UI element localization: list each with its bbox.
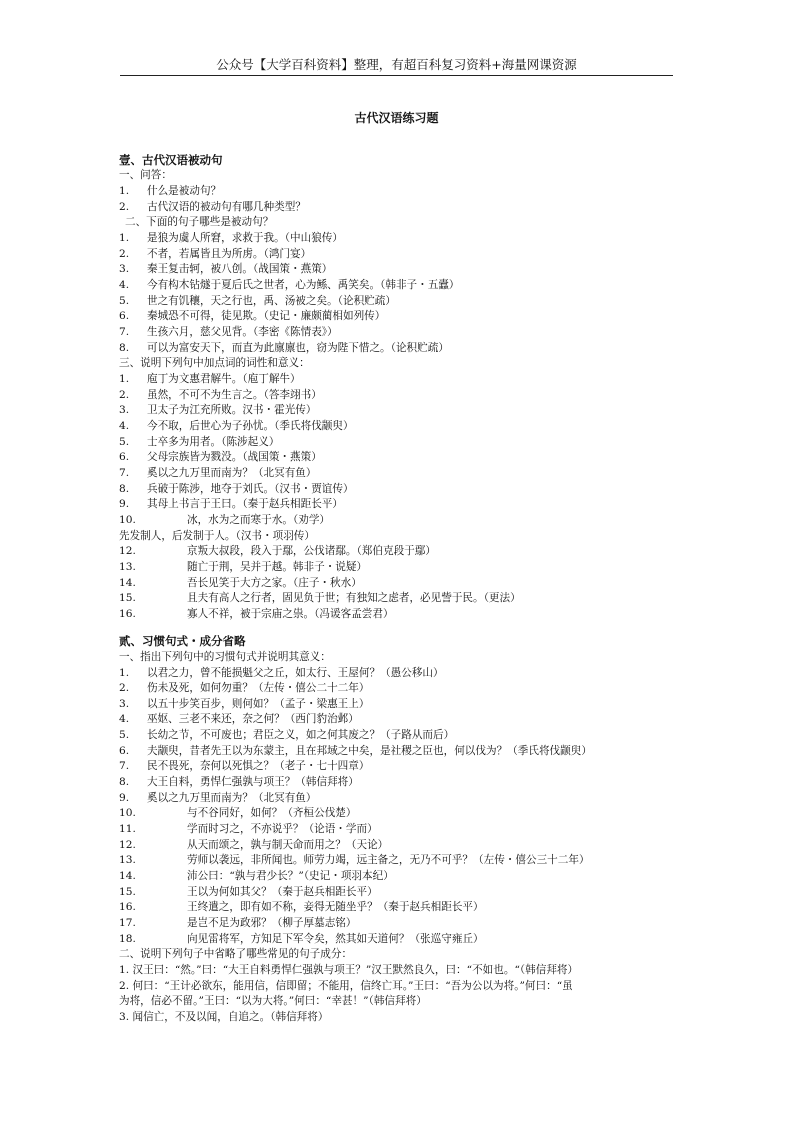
item-text: 庖丁为文惠君解牛。（庖丁解牛）	[147, 373, 301, 385]
item-number: 7.	[119, 760, 130, 772]
item-text: 长幼之节，不可废也；君臣之义，如之何其废之？（子路从而后）	[147, 729, 455, 741]
item-number: 11.	[119, 823, 136, 835]
item-number: 15.	[119, 886, 136, 898]
list-item	[119, 712, 359, 726]
item-text: 巫妪、三老不来还，奈之何？（西门豹治邺）	[147, 713, 359, 725]
list-item	[119, 775, 359, 789]
item-number: 17.	[119, 917, 136, 929]
item-text: 沛公曰：“孰与君少长？”（史记・项羽本纪）	[187, 870, 394, 882]
item-text: 秦城恐不可得，徒见欺。（史记・廉颇蔺相如列传）	[147, 310, 386, 322]
item-number: 10.	[119, 807, 136, 819]
list-item	[119, 388, 322, 402]
item-number: 5.	[119, 295, 130, 307]
part-label: 二、下面的句子哪些是被动句？	[125, 216, 274, 228]
list-item	[119, 341, 449, 355]
item-number: 12.	[119, 545, 136, 557]
item-text: 不者，若属皆且为所虏。（鸿门宴）	[147, 248, 312, 260]
item-text: 其母上书言于王曰。（秦于赵兵相距长平）	[147, 498, 343, 510]
item-text: 民不畏死，奈何以死惧之？（老子・七十四章）	[147, 760, 370, 772]
item-text: 吾长见笑于大方之家。（庄子・秋水）	[187, 577, 362, 589]
item-text: 奚以之九万里而南为？（北冥有鱼）	[147, 467, 317, 479]
list-item	[119, 932, 484, 946]
item-number: 7.	[119, 467, 130, 479]
item-number: 13.	[119, 854, 136, 866]
item-text: 是岂不足为政邪？（柳子厚墓志铭）	[187, 917, 357, 929]
list-item	[119, 900, 484, 914]
list-item	[119, 231, 343, 245]
item-number: 3.	[119, 698, 130, 710]
item-text: 虽然，不可不为生言之。（答李翊书）	[147, 389, 322, 401]
item-text: 今不取，后世心为子孙忧。（季氏将伐颛臾）	[147, 420, 354, 432]
item-number: 5.	[119, 729, 130, 741]
list-item	[119, 435, 279, 449]
list-item	[119, 544, 436, 558]
document-title: 古代汉语练习题	[354, 111, 439, 125]
list-item	[119, 806, 357, 820]
list-item	[119, 744, 592, 758]
item-text: 京叛大叔段，段入于鄢，公伐诸鄢。（郑伯克段于鄢）	[187, 545, 436, 557]
item-number: 8.	[119, 342, 130, 354]
item-number: 8.	[119, 483, 130, 495]
item-number: 2.	[119, 201, 130, 213]
item-text: 与不谷同好，如何？（齐桓公伐楚）	[187, 807, 357, 819]
list-item	[119, 482, 354, 496]
item-number: 16.	[119, 901, 136, 913]
list-item	[119, 466, 317, 480]
part-label: 一、问答：	[119, 169, 172, 181]
item-text: 劳师以袭远，非所闻也。师劳力竭，远主备之，无乃不可乎？（左传・僖公三十二年）	[187, 854, 590, 866]
item-text: 伤未及死，如何勿重？（左传・僖公二十二年）	[147, 682, 370, 694]
list-item	[119, 869, 394, 883]
item-text: 从天而颂之，孰与制天命而用之？（天论）	[187, 839, 389, 851]
list-item	[119, 200, 306, 214]
item-number: 9.	[119, 792, 130, 804]
item-text: 王以为何如其父？（秦于赵兵相距长平）	[187, 886, 378, 898]
list-item	[119, 325, 338, 339]
item-text: 今有构木钻燧于夏后氏之世者，心为鲧、禹笑矣。（韩非子・五蠹）	[147, 279, 460, 291]
header-divider	[120, 75, 673, 76]
item-number: 2.	[119, 682, 130, 694]
item-number: 12.	[119, 839, 136, 851]
part-label: 二、说明下列句子中省略了哪些常见的句子成分：	[119, 948, 353, 960]
item-number: 3.	[119, 404, 130, 416]
item-number: 9.	[119, 498, 130, 510]
item-text: 寡人不祥，被于宗庙之祟。（冯谖客孟尝君）	[187, 608, 394, 620]
list-item	[119, 247, 311, 261]
item-number: 4.	[119, 279, 130, 291]
item-number: 14.	[119, 577, 136, 589]
item-text: 学而时习之，不亦说乎？（论语・学而）	[187, 823, 378, 835]
item-number: 1.	[119, 373, 130, 385]
list-item	[119, 822, 378, 836]
item-text: 士卒多为用者。（陈涉起义）	[147, 436, 280, 448]
item-number: 13.	[119, 561, 136, 573]
item-text: 夫颛臾，昔者先王以为东蒙主，且在邦域之中矣，是社稷之臣也，何以伐为？（季氏将伐颛臾）	[147, 745, 592, 757]
item-text: 随亡于荆，吴并于越。韩非子・说疑）	[187, 561, 368, 573]
item-text: 生孩六月，慈父见背。（李密《陈情表》）	[147, 326, 338, 338]
item-text: 可以为富安天下，而直为此廪廪也，窃为陛下惜之。（论积贮疏）	[147, 342, 449, 354]
item-text: 古代汉语的被动句有哪几种类型？	[147, 201, 306, 213]
item-number: 16.	[119, 608, 136, 620]
item-number: 2.	[119, 389, 130, 401]
item-text: 兵破于陈涉，地夺于刘氏。（汉书・贾谊传）	[147, 483, 354, 495]
list-item	[119, 184, 221, 198]
list-item	[119, 294, 396, 308]
list-item	[119, 791, 317, 805]
item-number: 6.	[119, 745, 130, 757]
list-item	[119, 853, 590, 867]
list-item	[119, 885, 378, 899]
item-number: 5.	[119, 436, 130, 448]
item-number: 4.	[119, 713, 130, 725]
item-number: 15.	[119, 592, 136, 604]
item-text: 什么是被动句？	[147, 185, 222, 197]
list-item	[119, 576, 362, 590]
list-item	[119, 513, 330, 527]
list-item	[119, 838, 388, 852]
item-text: 世之有饥穰，天之行也，禹、汤被之矣。（论积贮疏）	[147, 295, 396, 307]
item-number: 14.	[119, 870, 136, 882]
item-number: 1.	[119, 232, 130, 244]
item-text: 秦王复击轲，被八创。（战国策・燕策）	[147, 263, 333, 275]
part-label: 一、指出下列句中的习惯句式并说明其意义：	[119, 651, 331, 663]
item-number: 6.	[119, 310, 130, 322]
item-number: 7.	[119, 326, 130, 338]
item-number: 3.	[119, 263, 130, 275]
paragraph-line: 3. 闻信亡，不及以闻，自追之。（韩信拜将）	[119, 1011, 329, 1023]
list-item	[119, 372, 301, 386]
item-number: 1.	[119, 185, 130, 197]
item-number: 8.	[119, 776, 130, 788]
item-number: 6.	[119, 451, 130, 463]
paragraph-line: 2. 何曰：“王计必欲东，能用信，信即留；不能用，信终亡耳。”王曰：“吾为公以为将。”何曰：“虽	[119, 980, 573, 992]
list-item	[119, 697, 369, 711]
item-text: 冰，水为之而寒于水。（劝学）	[187, 514, 331, 526]
item-number: 18.	[119, 933, 136, 945]
item-text: 父母宗族皆为戮没。（战国策・燕策）	[147, 451, 322, 463]
list-item	[119, 560, 367, 574]
list-item	[119, 403, 317, 417]
item-text: 先发制人，后发制于人。（汉书・项羽传）	[119, 530, 315, 542]
paragraph-line: 1. 汉王曰：“然。”曰：“大王自料勇悍仁强孰与项王？”汉王默然良久，曰：“不如也。“（韩信拜将）	[119, 964, 579, 976]
list-item	[119, 450, 322, 464]
list-item	[119, 529, 315, 543]
item-text: 以君之力，曾不能损魁父之丘，如太行、王屋何？（愚公移山）	[147, 667, 444, 679]
section-heading: 壹、古代汉语被动句	[119, 153, 223, 167]
item-text: 是狼为虞人所窘，求救于我。（中山狼传）	[147, 232, 343, 244]
item-number: 4.	[119, 420, 130, 432]
list-item	[119, 759, 369, 773]
item-text: 向见雷将军，方知足下军令矣，然其如天道何？（张巡守雍丘）	[187, 933, 484, 945]
list-item	[119, 309, 385, 323]
item-number: 2.	[119, 248, 130, 260]
page-header: 公众号【大学百科资料】整理，有超百科复习资料+海量网课资源	[216, 57, 577, 72]
paragraph-line: 为将，信必不留。”王曰：“以为大将。”何曰：“幸甚！”（韩信拜将）	[119, 995, 427, 1007]
item-text: 大王自料，勇悍仁强孰与项王？（韩信拜将）	[147, 776, 359, 788]
part-label: 三、说明下列句中加点词的词性和意义：	[119, 357, 310, 369]
list-item	[119, 278, 460, 292]
item-number: 10.	[119, 514, 136, 526]
section-heading: 贰、习惯句式・成分省略	[119, 634, 246, 648]
list-item	[119, 916, 357, 930]
item-text: 且夫有高人之行者，固见负于世；有独知之虑者，必见訾于民。（更法）	[187, 592, 521, 604]
item-text: 奚以之九万里而南为？（北冥有鱼）	[147, 792, 317, 804]
list-item	[119, 681, 369, 695]
list-item	[119, 607, 394, 621]
list-item	[119, 419, 354, 433]
list-item	[119, 497, 343, 511]
item-text: 王终遣之，即有如不称，妾得无随坐乎？（秦于赵兵相距长平）	[187, 901, 484, 913]
list-item	[119, 591, 521, 605]
item-number: 1.	[119, 667, 130, 679]
list-item	[119, 728, 454, 742]
item-text: 卫太子为江充所败。汉书・霍光传）	[147, 404, 317, 416]
list-item	[119, 666, 444, 680]
item-text: 以五十步笑百步，则何如？（孟子・梁惠王上）	[147, 698, 370, 710]
list-item	[119, 262, 332, 276]
